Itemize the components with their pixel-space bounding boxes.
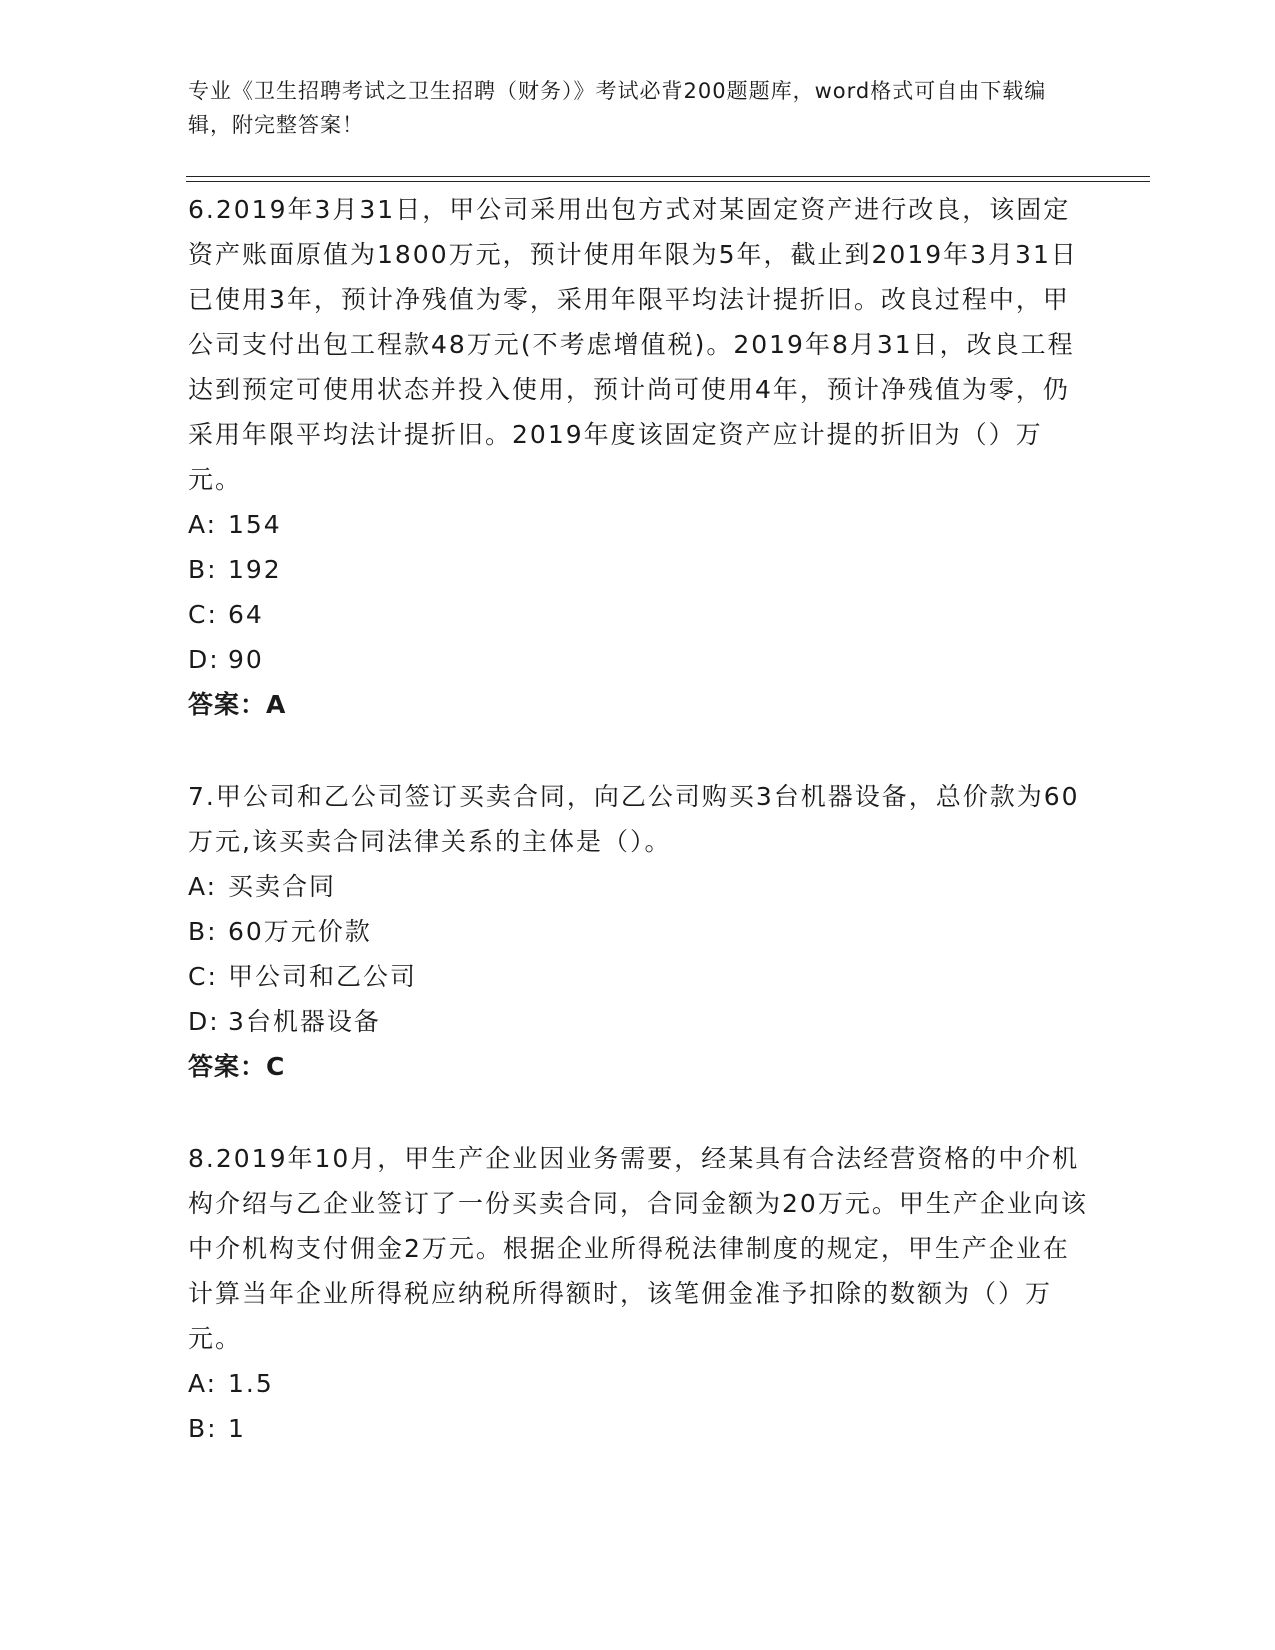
option-text: 3台机器设备 [228, 1007, 381, 1036]
question-6 [188, 187, 1088, 727]
answer-line [188, 1044, 1088, 1089]
option-a [188, 864, 1088, 909]
option-text: 60万元价款 [228, 917, 372, 946]
question-stem: 6.2019年3月31日，甲公司采用出包方式对某固定资产进行改良，该固定资产账面原值为1800万元，预计使用年限为5年，截止到2019年3月31日已使用3年，预计净残值为零，采用年限平均法计提折旧。改良过程中，甲公司支付出包工程款48万元(不考虑增值税)。2019年8月31日，改良工程达到预定可使用状态并投入使用，预计尚可使用4年，预计净残值为零，仍采用年限平均法计提折旧。2019年度该固定资产应计提的折旧为（）万元。 [188, 195, 1078, 494]
option-key: C: [188, 600, 218, 629]
answer-label: 答案： [188, 690, 267, 719]
option-key: A: [188, 1369, 218, 1398]
option-d [188, 637, 1088, 682]
option-key: B: [188, 917, 218, 946]
option-text: 154 [228, 510, 282, 539]
option-text: 甲公司和乙公司 [228, 962, 418, 991]
option-key: D: [188, 645, 220, 674]
document-title: 专业《卫生招聘考试之卫生招聘（财务）》考试必背200题题库，word格式可自由下载编辑，附完整答案！ [188, 79, 1047, 137]
header-divider [186, 176, 1150, 182]
option-text: 192 [228, 555, 282, 584]
option-text: 买卖合同 [228, 872, 337, 901]
question-8 [188, 1136, 1088, 1451]
option-c [188, 592, 1088, 637]
question-list [188, 187, 1088, 1498]
option-key: B: [188, 555, 218, 584]
question-7 [188, 774, 1088, 1089]
document-header [188, 74, 1068, 142]
option-a [188, 502, 1088, 547]
option-text: 1 [228, 1414, 246, 1443]
option-key: B: [188, 1414, 218, 1443]
option-b [188, 909, 1088, 954]
option-a [188, 1361, 1088, 1406]
option-text: 90 [228, 645, 264, 674]
option-key: A: [188, 510, 218, 539]
option-d [188, 999, 1088, 1044]
option-key: A: [188, 872, 218, 901]
answer-value: A [266, 690, 287, 719]
answer-value: C [266, 1052, 286, 1081]
question-stem: 8.2019年10月，甲生产企业因业务需要，经某具有合法经营资格的中介机构介绍与乙企业签订了一份买卖合同，合同金额为20万元。甲生产企业向该中介机构支付佣金2万元。根据企业所得税法律制度的规定，甲生产企业在计算当年企业所得税应纳税所得额时，该笔佣金准予扣除的数额为（）万元。 [188, 1144, 1088, 1353]
option-c [188, 954, 1088, 999]
option-text: 64 [228, 600, 264, 629]
option-b [188, 547, 1088, 592]
question-stem: 7.甲公司和乙公司签订买卖合同，向乙公司购买3台机器设备，总价款为60万元,该买卖合同法律关系的主体是（）。 [188, 782, 1080, 856]
option-key: D: [188, 1007, 220, 1036]
option-b [188, 1406, 1088, 1451]
answer-label: 答案： [188, 1052, 267, 1081]
option-key: C: [188, 962, 218, 991]
answer-line [188, 682, 1088, 727]
option-text: 1.5 [228, 1369, 274, 1398]
